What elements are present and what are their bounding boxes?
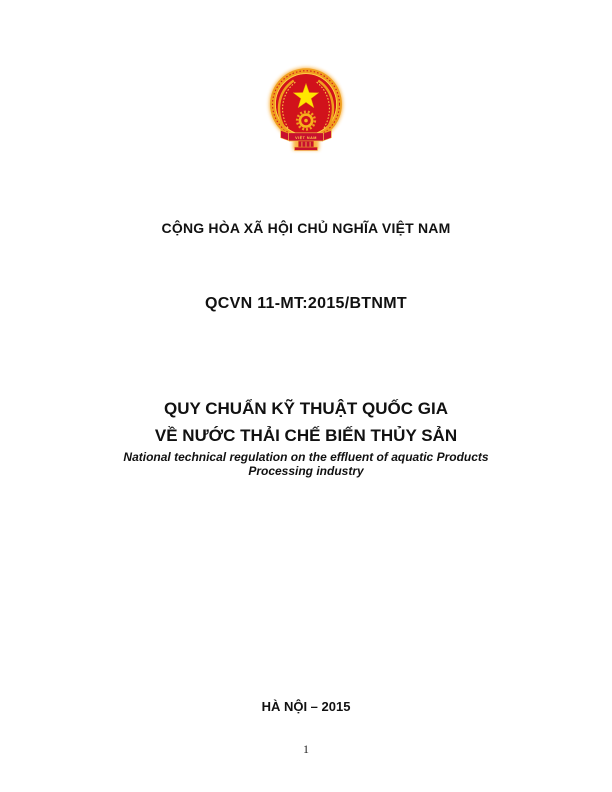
subtitle-line1: National technical regulation on the effluent of aquatic Products <box>123 450 489 464</box>
document-title-line1: QUY CHUẨN KỸ THUẬT QUỐC GIA <box>164 399 448 418</box>
document-subtitle <box>0 450 612 478</box>
page-number: 1 <box>303 742 309 756</box>
subtitle-line2: Processing industry <box>248 464 364 478</box>
vietnam-national-emblem-icon <box>257 60 355 155</box>
emblem-svg <box>257 60 355 155</box>
emblem-banner-text: VIỆT NAM <box>295 135 317 140</box>
document-title-line2: VỀ NƯỚC THẢI CHẾ BIẾN THỦY SẢN <box>154 426 458 445</box>
place-year: HÀ NỘI – 2015 <box>261 699 351 714</box>
country-header: CỘNG HÒA XÃ HỘI CHỦ NGHĨA VIỆT NAM <box>161 220 451 236</box>
document-code: QCVN 11-MT:2015/BTNMT <box>205 295 407 312</box>
